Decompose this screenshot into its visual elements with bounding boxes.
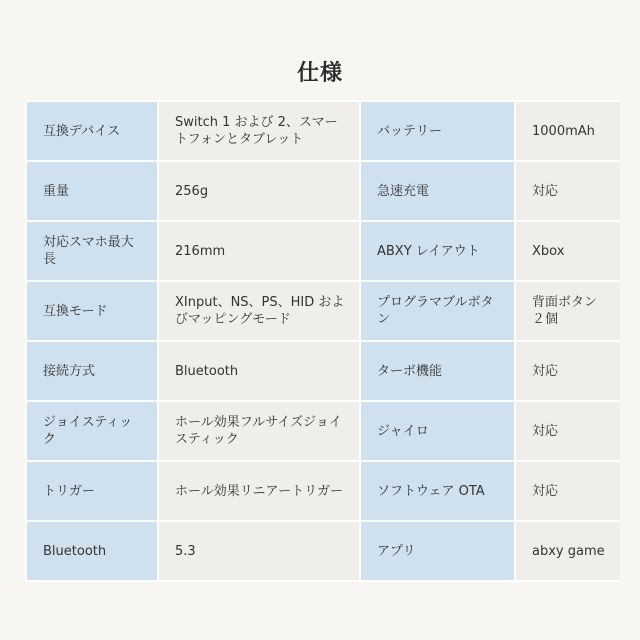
spec-value: 5.3 (159, 522, 359, 580)
spec-label: 接続方式 (27, 342, 157, 400)
spec-label: 重量 (27, 162, 157, 220)
spec-label: ジャイロ (361, 402, 514, 460)
spec-label: 対応スマホ最大長 (27, 222, 157, 280)
spec-label: 互換モード (27, 282, 157, 340)
spec-value: Xbox (516, 222, 620, 280)
spec-label: ソフトウェア OTA (361, 462, 514, 520)
spec-value: Bluetooth (159, 342, 359, 400)
spec-label: 急速充電 (361, 162, 514, 220)
spec-value: 背面ボタン２個 (516, 282, 620, 340)
spec-label: ジョイスティック (27, 402, 157, 460)
spec-label: ABXY レイアウト (361, 222, 514, 280)
page-title: 仕様 (296, 61, 343, 86)
spec-value: 対応 (516, 462, 620, 520)
spec-value: Switch 1 および 2、スマートフォンとタブレット (159, 102, 359, 160)
spec-value: 256g (159, 162, 359, 220)
spec-label: Bluetooth (27, 522, 157, 580)
spec-value: abxy game (516, 522, 620, 580)
spec-table (25, 100, 620, 582)
spec-value: 対応 (516, 402, 620, 460)
spec-label: アプリ (361, 522, 514, 580)
spec-label: プログラマブルボタン (361, 282, 514, 340)
spec-value: ホール効果リニアートリガー (159, 462, 359, 520)
spec-value: ホール効果フルサイズジョイスティック (159, 402, 359, 460)
spec-label: 互換デバイス (27, 102, 157, 160)
spec-value: XInput、NS、PS、HID およびマッピングモード (159, 282, 359, 340)
spec-value: 対応 (516, 342, 620, 400)
spec-value: 216mm (159, 222, 359, 280)
spec-label: バッテリー (361, 102, 514, 160)
spec-value: 対応 (516, 162, 620, 220)
spec-label: トリガー (27, 462, 157, 520)
spec-value: 1000mAh (516, 102, 620, 160)
spec-label: ターボ機能 (361, 342, 514, 400)
